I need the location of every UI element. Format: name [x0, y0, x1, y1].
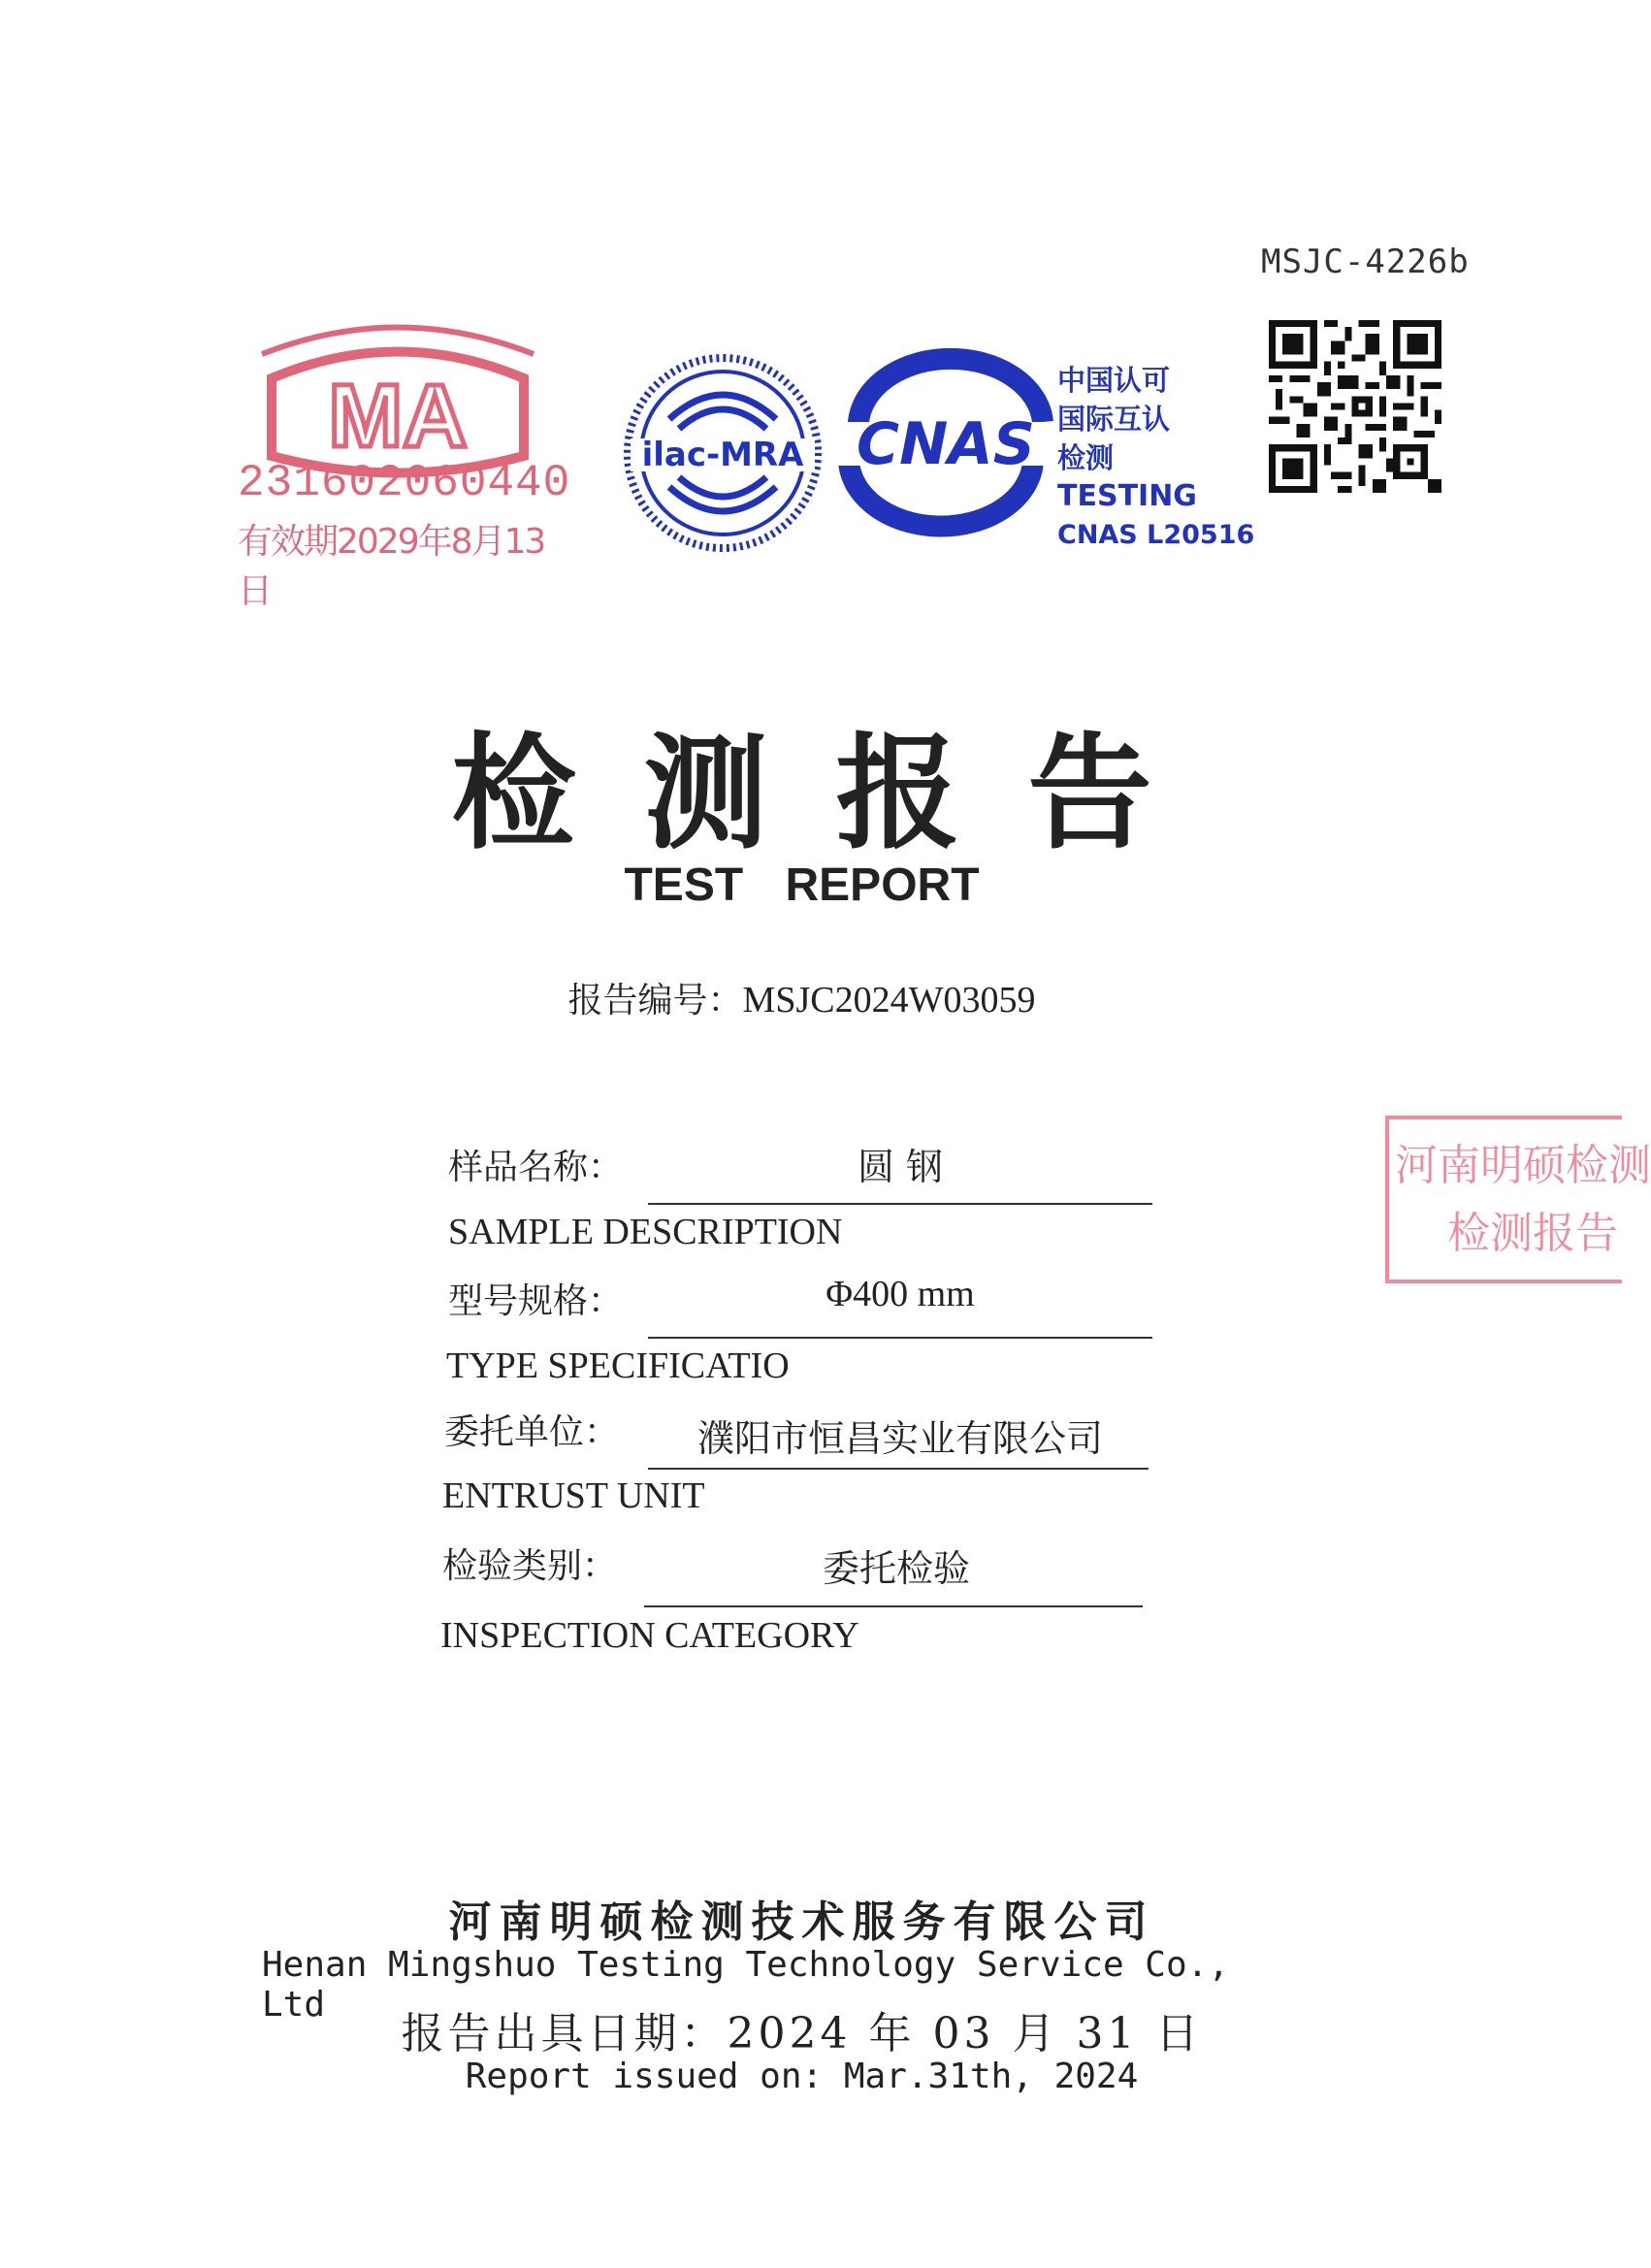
cnas-line-testing: TESTING [1057, 479, 1197, 513]
report-number [0, 973, 1603, 1022]
cma-certificate-number: 231602060440 [238, 458, 571, 508]
inspection-category-value: 委托检验 [822, 1547, 970, 1590]
seal-text-line2: 检测报告 [1447, 1209, 1618, 1258]
cma-logo-text: MA [328, 367, 468, 466]
issue-date-cn: 报告出具日期：2024 年 03 月 31 日 [401, 2009, 1203, 2058]
cnas-accreditation-text [1057, 361, 1254, 555]
entrust-unit-label-cn: 委托单位： [444, 1412, 620, 1452]
type-specification-label-cn: 型号规格： [448, 1281, 624, 1321]
cma-validity: 有效期2029年8月13日 [238, 522, 545, 611]
field-underline [648, 1337, 1152, 1339]
seal-text-line1: 河南明硕检测 [1395, 1141, 1651, 1190]
cnas-line-number: CNAS L20516 [1057, 520, 1255, 550]
company-name-en: Henan Mingshuo Testing Technology Service Co., Ltd [262, 1945, 1229, 2025]
cnas-logo [829, 364, 1062, 519]
field-underline [644, 1605, 1143, 1607]
sample-description-label-cn: 样品名称： [448, 1148, 624, 1187]
type-specification-label-en: TYPE SPECIFICATIO [446, 1345, 790, 1386]
cnas-line-cn-mutual: 国际互认 [1057, 403, 1171, 436]
sample-description-value: 圆 钢 [857, 1146, 944, 1188]
page-title-cn: 检测报告 [451, 721, 1220, 866]
field-underline [648, 1203, 1152, 1205]
page-title-en: TEST REPORT [624, 859, 980, 911]
entrust-unit-label-en: ENTRUST UNIT [442, 1475, 705, 1516]
inspection-category-label-cn: 检验类别： [442, 1546, 618, 1586]
ilac-text: ilac-MRA [641, 436, 804, 474]
type-specification-value: Φ400 mm [826, 1274, 975, 1314]
document-number: MSJC-4226b [1261, 243, 1470, 281]
report-number-label: 报告编号： [567, 981, 743, 1021]
cnas-line-cn-testing: 检测 [1057, 441, 1115, 474]
sample-description-label-en: SAMPLE DESCRIPTION [448, 1212, 843, 1252]
qr-code [1269, 320, 1441, 493]
company-name-cn: 河南明硕检测技术服务有限公司 [448, 1897, 1155, 1947]
entrust-unit-value: 濮阳市恒昌实业有限公司 [696, 1417, 1103, 1460]
ilac-mra-logo [621, 351, 825, 555]
cnas-logo-text: CNAS [857, 410, 1035, 478]
issue-date-en: Report issued on: Mar.31th, 2024 [465, 2057, 1139, 2096]
report-number-value: MSJC2024W03059 [742, 980, 1036, 1021]
cnas-line-cn-accredited: 中国认可 [1057, 364, 1171, 397]
inspection-category-label-en: INSPECTION CATEGORY [440, 1615, 859, 1656]
field-underline [648, 1468, 1149, 1470]
